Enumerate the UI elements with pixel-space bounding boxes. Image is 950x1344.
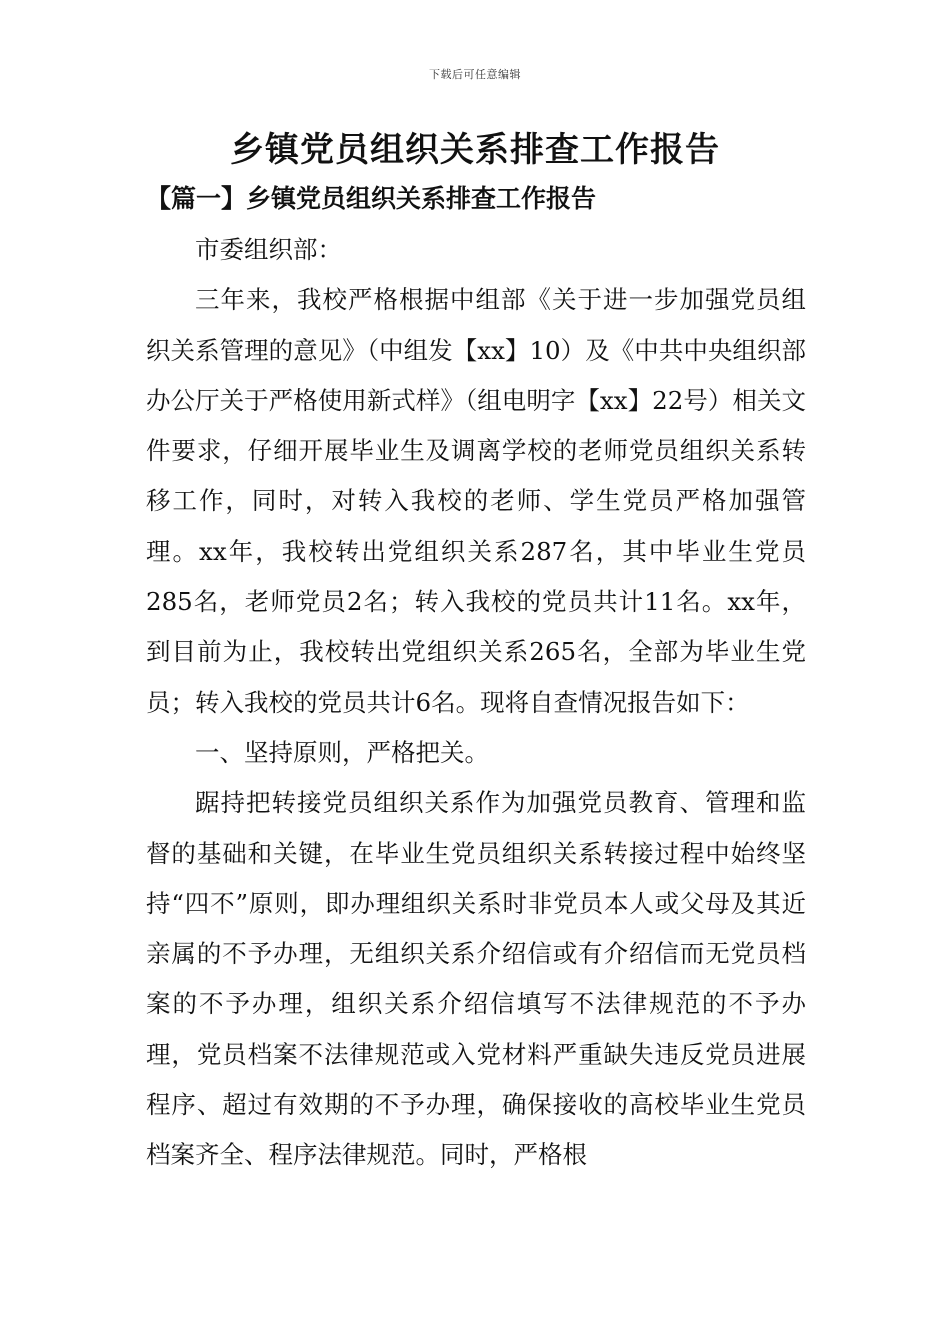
document-body (146, 225, 806, 1181)
header-note: 下载后可任意编辑 (429, 68, 521, 81)
section-heading: 【篇一】乡镇党员组织关系排查工作报告 (146, 184, 597, 213)
body-paragraph: 三年来，我校严格根据中组部《关于进一步加强党员组织关系管理的意见》（中组发【xx】10）及《中共中央组织部办公厅关于严格使用新式样》（组电明字【xx】22号）相关文件要求，仔细开展毕业生及调离学校的老师党员组织关系转移工作，同时，对转入我校的老师、学生党员严格加强管理。xx年，我校转出党组织关系287名，其中毕业生党员285名，老师党员2名；转入我校的党员共计11名。xx年，到目前为止，我校转出党组织关系265名，全部为毕业生党员；转入我校的党员共计6名。现将自查情况报告如下： (146, 285, 806, 717)
body-paragraph: 踞持把转接党员组织关系作为加强党员教育、管理和监督的基础和关键，在毕业生党员组织关系转接过程中始终坚持“四不”原则，即办理组织关系时非党员本人或父母及其近亲属的不予办理，无组织关系介绍信或有介绍信而无党员档案的不予办理，组织关系介绍信填写不法律规范的不予办理，党员档案不法律规范或入党材料严重缺失违反党员进展程序、超过有效期的不予办理，确保接收的高校毕业生党员档案齐全、程序法律规范。同时，严格根 (146, 788, 806, 1170)
subheading-paragraph: 一、坚持原则，严格把关。 (195, 737, 489, 767)
salutation-paragraph: 市委组织部： (195, 235, 342, 264)
document-title: 乡镇党员组织关系排查工作报告 (230, 130, 720, 170)
